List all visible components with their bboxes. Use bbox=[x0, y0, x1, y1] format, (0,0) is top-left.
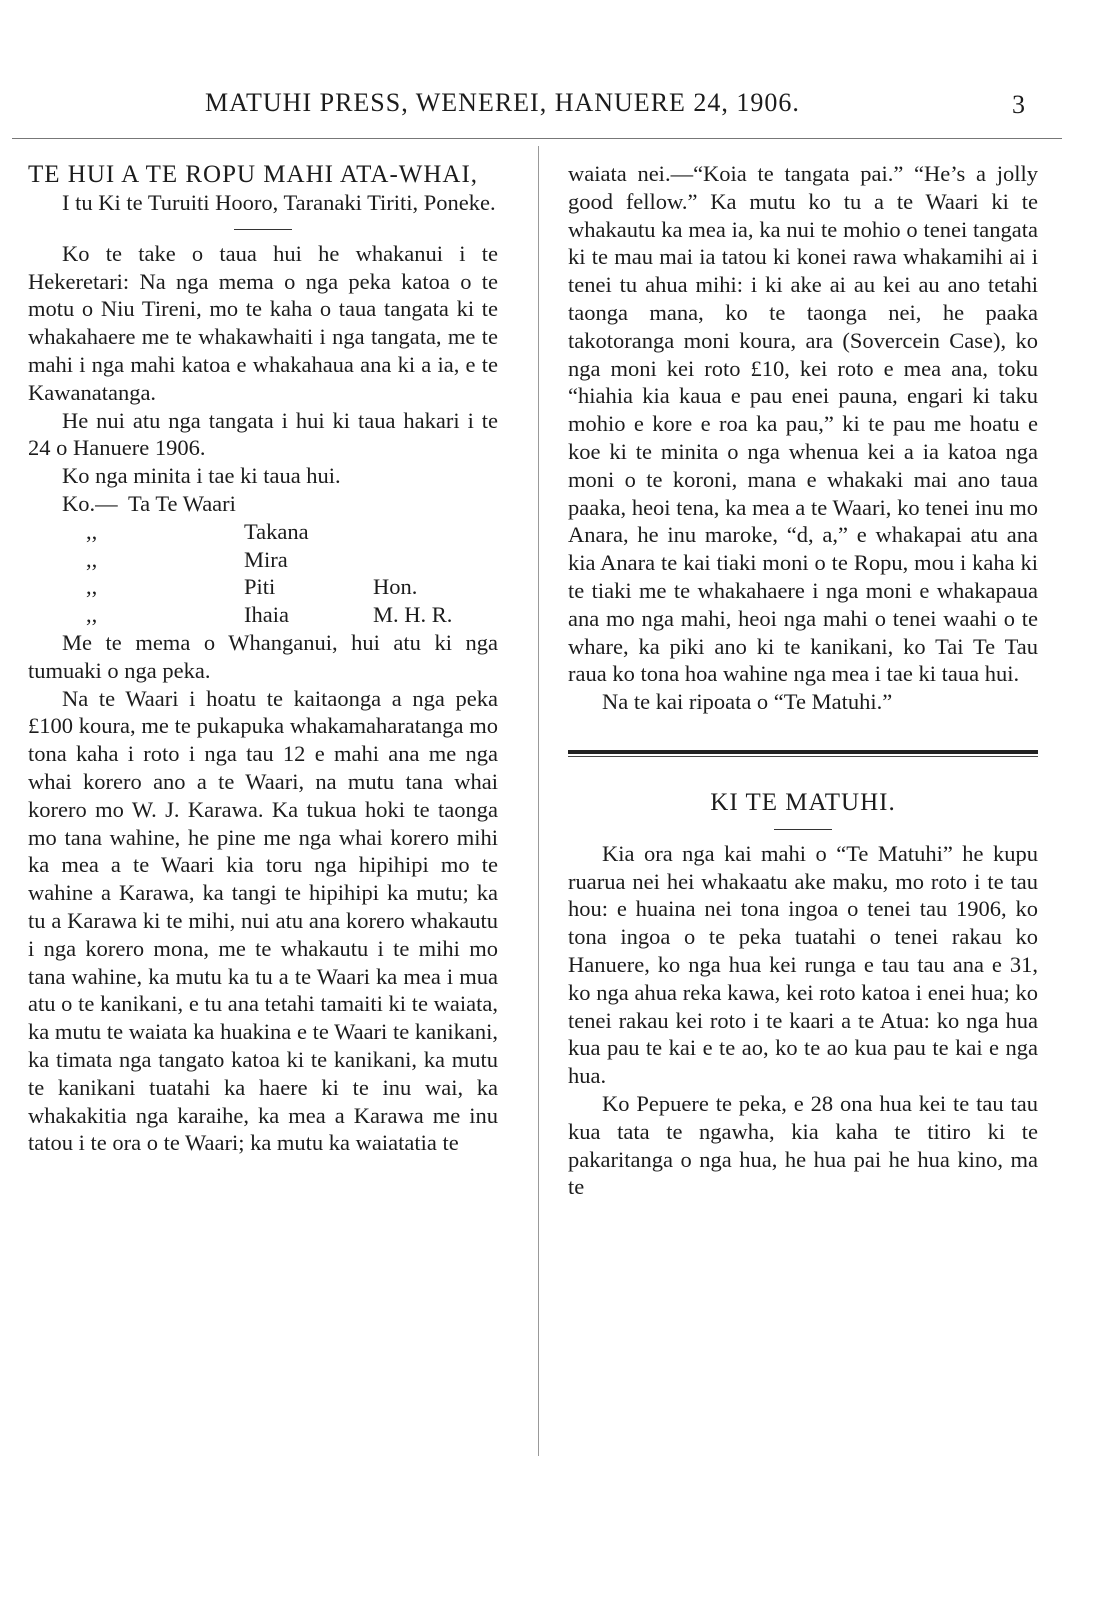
article-paragraph: Me te mema o Whanganui, hui atu ki nga tumuaki o nga peka. bbox=[28, 629, 498, 683]
minister-prefix: ,, bbox=[86, 546, 98, 572]
letter-paragraph: Kia ora nga kai mahi o “Te Matuhi” he kupu ruarua nei hei whakaatu ake maku, mo roto i te tau hou: e huaina nei tona ingoa o tenei tau 1906, ko tona ingoa o te peka tuatahi o tenei rakau ko Hanuere, ko nga hua kei runga e tau tau ana e 31, ko nga ahua reka kawa, kei roto katoa i enei hua; ko tenei rakau kei roto i te kaari a te Atua: ko nga hua kua pau te kai e te ao, ko te ao kua pau te kai e nga hua. bbox=[568, 840, 1038, 1089]
minister-list bbox=[28, 490, 498, 629]
header-rule bbox=[12, 138, 1062, 139]
left-column bbox=[28, 160, 498, 1157]
right-column bbox=[568, 160, 1038, 1201]
page-header bbox=[0, 88, 1114, 132]
masthead-title: MATUHI PRESS, WENEREI, HANUERE 24, 1906. bbox=[205, 88, 800, 117]
minister-name: Piti bbox=[244, 574, 276, 600]
article-paragraph: Ko te take o taua hui he whakanui i te Hekeretari: Na nga mema o nga peka katoa o te motu o Niu Tireni, mo te kaha o taua tangata ki te whakahaere me te whakawhaiti i nga tangata, me te mahi i nga mahi katoa e whakahaua ana ki a ia, e te Kawanatanga. bbox=[28, 240, 498, 405]
article-paragraph: Na te Waari i hoatu te kaitaonga a nga peka £100 koura, me te pukapuka whakamaharatanga mo tona kaha i roto i nga tau 12 e mahi ana me nga whai korero ano a te Waari, na mutu tana whai korero mo W. J. Karawa. Ka tukua hoki te taonga mo tana wahine, he pine me nga whai korero mihi ka mea a te Waari kia toru nga hipihipi mo te wahine a Karawa, ka tangi te hipihipi ka mutu; ka tu a Karawa ki te mihi, nui atu ana korero whakautu i nga korero mona, me te whakautu i te mihi mo tana wahine, ka mutu ka tu a te Waari ka mea i mua atu o te kanikani, e tu ana tetahi tamaiti ki te waiata, ka mutu te waiata ka huakina e te Waari te kanikani, ka timata nga tangato katoa ki te kanikani, ka mutu te kanikani tuatahi ka haere ki te inu wai, ka whakakitia nga karaihe, ka mea a Karawa me inu tatou i te ora o te Waari; ka mutu ka waiatatia te bbox=[28, 685, 498, 1156]
minister-row bbox=[28, 573, 498, 601]
minister-row bbox=[28, 518, 498, 546]
letter-paragraph: Ko Pepuere te peka, e 28 ona hua kei te tau tau kua tata te ngawha, kia kaha te titiro ki te pakaritanga o nga hua, he hua pai he hua kino, ma te bbox=[568, 1090, 1038, 1200]
minister-name: Takana bbox=[244, 518, 309, 544]
minister-prefix: Ko.— bbox=[62, 490, 118, 516]
minister-prefix: ,, bbox=[86, 518, 98, 544]
minister-suffix: M. H. R. bbox=[373, 602, 453, 628]
column-divider bbox=[538, 146, 539, 1456]
section-rule bbox=[234, 229, 292, 230]
minister-row bbox=[28, 490, 498, 518]
article-paragraph: Ko nga minita i tae ki taua hui. bbox=[62, 463, 341, 489]
page-number: 3 bbox=[1012, 90, 1025, 119]
minister-row bbox=[28, 546, 498, 574]
minister-prefix: ,, bbox=[86, 602, 98, 628]
minister-row bbox=[28, 601, 498, 629]
article-paragraph: waiata nei.—“Koia te tangata pai.” “He’s a jolly good fellow.” Ka mutu ko tu a te Waari ki te whakautu ka mea ia, ka nui te mohio o tenei tangata ki te mau mai ia tatou ki konei rawa whakamihi ai i tenei tu ahua mihi: i ki ake ai au kei au ano tetahi taonga mana, ko te taonga nei, he paaka takotoranga moni koura, ara (Sovercein Case), ko nga moni kei roto £10, kei roto e mea ana, toku “hiahia kia kaua e pau enei pauna, engari ki taku mohio e kore e roa ka pau,” ki te pau me hoatu e koe ki te minita o nga whenua kei a ia katoa nga moni o te koroni, mana e whakaki mai ano taua paaka, heoi tena, ka mea a te Waari, ko tenei inu mo Anara, he inu maroke, “d, a,” e whakapai atu ana kia Anara te kai tiaki moni o te Ropu, mou i kaha ki te tiaki me te whakahaere i nga moni e whakapaua ana mo nga mahi, heoi nga mahi o tenei waahi o te whare, ka piki ano ki te kanikani, ko Tai Te Tau raua ko tona hoa wahine nga mea i tae ki taua hui. bbox=[568, 161, 1038, 687]
minister-suffix: Hon. bbox=[373, 574, 418, 600]
article-separator bbox=[568, 750, 1038, 757]
letter-heading: KI TE MATUHI. bbox=[710, 788, 896, 816]
article-heading: TE HUI A TE ROPU MAHI ATA-WHAI, bbox=[28, 161, 479, 188]
article-location: I tu Ki te Turuiti Hooro, Taranaki Tiriti, Poneke. bbox=[62, 190, 496, 215]
reporter-signoff: Na te kai ripoata o “Te Matuhi.” bbox=[602, 689, 893, 715]
minister-name: Ihaia bbox=[244, 602, 289, 628]
minister-name: Ta Te Waari bbox=[128, 490, 236, 516]
article-paragraph: He nui atu nga tangata i hui ki taua hakari i te 24 o Hanuere 1906. bbox=[28, 407, 498, 461]
minister-name: Mira bbox=[244, 546, 288, 572]
minister-prefix: ,, bbox=[86, 574, 98, 600]
section-rule bbox=[774, 829, 832, 830]
